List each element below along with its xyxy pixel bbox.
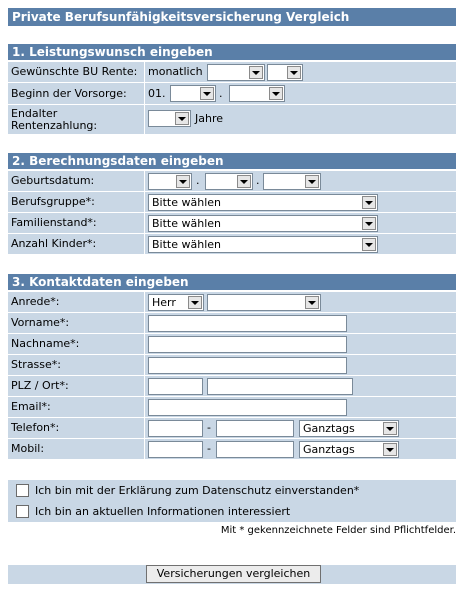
- vorname-row: [145, 313, 456, 333]
- strasse-row: [145, 355, 456, 375]
- telefon-time-value: Ganztags: [303, 422, 355, 435]
- plz-input[interactable]: [148, 378, 203, 395]
- nachname-label: Nachname*:: [8, 334, 144, 354]
- berufsgruppe-select[interactable]: [148, 194, 378, 211]
- email-row: [145, 397, 456, 417]
- nachname-row: [145, 334, 456, 354]
- kinder-value: Bitte wählen: [152, 238, 221, 251]
- geburtsdatum-row: [145, 171, 456, 191]
- section-3-header: 3. Kontaktdaten eingeben: [8, 274, 456, 290]
- strasse-input[interactable]: [148, 357, 347, 374]
- vorname-input[interactable]: [148, 315, 347, 332]
- chevron-down-icon: [383, 443, 397, 456]
- nachname-input[interactable]: [148, 336, 347, 353]
- berufsgruppe-row: [145, 192, 456, 212]
- bu-rente-label: Gewünschte BU Rente:: [8, 62, 144, 82]
- mobil-nummer-input[interactable]: [216, 441, 294, 458]
- telefon-vorwahl-input[interactable]: [148, 420, 203, 437]
- telefon-label: Telefon*:: [8, 418, 144, 438]
- section-2-header: 2. Berechnungsdaten eingeben: [8, 153, 456, 169]
- compare-button[interactable]: Versicherungen vergleichen: [146, 565, 321, 583]
- ort-input[interactable]: [207, 378, 353, 395]
- beginn-year-select[interactable]: [229, 85, 285, 102]
- chevron-down-icon: [305, 296, 319, 309]
- plz-ort-row: [145, 376, 456, 396]
- dash: -: [207, 442, 211, 455]
- mobil-erreichbarkeit-select[interactable]: [299, 441, 399, 458]
- kinder-select[interactable]: [148, 236, 378, 253]
- chevron-down-icon: [287, 66, 301, 79]
- informationen-label: Ich bin an aktuellen Informationen interessiert: [35, 505, 291, 518]
- geburt-year-select[interactable]: [263, 173, 321, 190]
- endalter-label: Endalter Rentenzahlung:: [8, 105, 144, 134]
- chevron-down-icon: [176, 175, 190, 188]
- telefon-erreichbarkeit-select[interactable]: [299, 420, 399, 437]
- chevron-down-icon: [188, 296, 202, 309]
- date-separator: .: [256, 174, 260, 187]
- endalter-row: [145, 105, 456, 134]
- bu-rente-amount-select[interactable]: [207, 64, 265, 81]
- required-note: Mit * gekennzeichnete Felder sind Pflichtfelder.: [220, 525, 456, 536]
- anrede-row: [145, 292, 456, 312]
- plz-ort-label: PLZ / Ort*:: [8, 376, 144, 396]
- date-separator: .: [196, 174, 200, 187]
- anrede-value: Herr: [152, 296, 176, 309]
- beginn-prefix: 01.: [148, 87, 166, 100]
- familienstand-label: Familienstand*:: [8, 213, 144, 233]
- familienstand-value: Bitte wählen: [152, 217, 221, 230]
- mobil-label: Mobil:: [8, 439, 144, 459]
- chevron-down-icon: [175, 112, 189, 125]
- bu-rente-row: [145, 62, 456, 82]
- beginn-row: [145, 83, 456, 104]
- anrede-select[interactable]: [148, 294, 204, 311]
- datenschutz-checkbox[interactable]: [16, 484, 29, 497]
- beginn-month-select[interactable]: [170, 85, 216, 102]
- kinder-row: [145, 234, 456, 254]
- berufsgruppe-label: Berufsgruppe*:: [8, 192, 144, 212]
- section-1-header: 1. Leistungswunsch eingeben: [8, 44, 456, 60]
- geburt-day-select[interactable]: [148, 173, 192, 190]
- bu-rente-amount-select-2[interactable]: [267, 64, 303, 81]
- geburt-month-select[interactable]: [205, 173, 253, 190]
- chevron-down-icon: [269, 87, 283, 100]
- strasse-label: Strasse*:: [8, 355, 144, 375]
- consent-panel: [8, 480, 456, 522]
- kinder-label: Anzahl Kinder*:: [8, 234, 144, 254]
- geburtsdatum-label: Geburtsdatum:: [8, 171, 144, 191]
- chevron-down-icon: [200, 87, 214, 100]
- informationen-checkbox[interactable]: [16, 505, 29, 518]
- chevron-down-icon: [362, 238, 376, 251]
- mobil-time-value: Ganztags: [303, 443, 355, 456]
- vorname-label: Vorname*:: [8, 313, 144, 333]
- familienstand-row: [145, 213, 456, 233]
- mobil-row: [145, 439, 456, 459]
- telefon-nummer-input[interactable]: [216, 420, 294, 437]
- berufsgruppe-value: Bitte wählen: [152, 196, 221, 209]
- dash: -: [207, 421, 211, 434]
- date-separator: .: [219, 87, 223, 100]
- submit-bar: [8, 565, 456, 584]
- email-label: Email*:: [8, 397, 144, 417]
- titel-select[interactable]: [207, 294, 321, 311]
- chevron-down-icon: [237, 175, 251, 188]
- chevron-down-icon: [249, 66, 263, 79]
- telefon-row: [145, 418, 456, 438]
- email-input[interactable]: [148, 399, 347, 416]
- mobil-vorwahl-input[interactable]: [148, 441, 203, 458]
- chevron-down-icon: [362, 217, 376, 230]
- chevron-down-icon: [362, 196, 376, 209]
- datenschutz-label: Ich bin mit der Erklärung zum Datenschutz einverstanden*: [35, 484, 360, 497]
- chevron-down-icon: [305, 175, 319, 188]
- jahre-text: Jahre: [195, 112, 224, 125]
- monatlich-text: monatlich: [148, 65, 203, 78]
- anrede-label: Anrede*:: [8, 292, 144, 312]
- familienstand-select[interactable]: [148, 215, 378, 232]
- page-title: Private Berufsunfähigkeitsversicherung Vergleich: [8, 8, 456, 26]
- chevron-down-icon: [383, 422, 397, 435]
- endalter-select[interactable]: [148, 110, 191, 127]
- beginn-label: Beginn der Vorsorge:: [8, 83, 144, 104]
